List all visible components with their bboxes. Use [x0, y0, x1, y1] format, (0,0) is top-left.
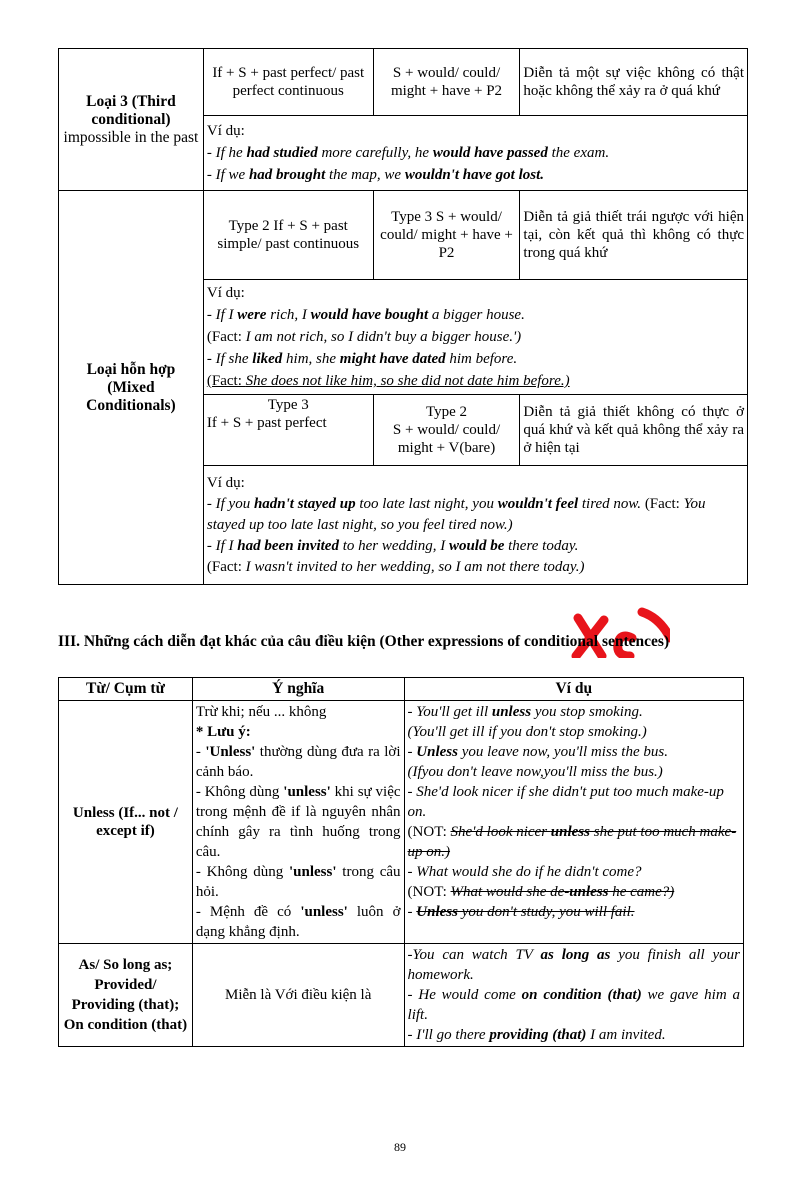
unless-example-3b: (NOT: She'd look nicer unless she put too much make-up on.) [407, 824, 737, 860]
type3-if-clause: If + S + past perfect/ past perfect continuous [203, 49, 373, 116]
unless-example-4b: (NOT: What would she de-unless he came?) [407, 884, 675, 900]
unless-term: Unless (If... not / except if) [59, 701, 193, 944]
table-header-row [59, 678, 744, 701]
section-heading: III. Những cách diễn đạt khác của câu điều kiện (Other expressions of conditional sentences) [58, 633, 670, 650]
mixed2-example-label: Ví dụ: [206, 474, 245, 491]
aslongas-examples [404, 944, 743, 1047]
mixed1-example-1: - If I were rich, I would have bought a bigger house. [206, 307, 525, 323]
type3-category-subtitle: impossible in the past [63, 128, 199, 146]
mixed1-examples [203, 280, 747, 395]
type3-meaning: Diễn tả một sự việc không có thật hoặc không thể xảy ra ở quá khứ [520, 49, 748, 116]
mixed-structure-row-1 [59, 191, 748, 280]
unless-example-1: - You'll get ill unless you stop smoking. [407, 704, 643, 720]
unless-example-1b: (You'll get ill if you don't stop smoking.) [407, 724, 647, 740]
mixed2-main-type: Type 2 [426, 404, 468, 420]
mixed1-fact-1: (Fact: I am not rich, so I didn't buy a bigger house.') [206, 329, 522, 345]
mixed2-if-cell [203, 395, 373, 466]
mixed1-main-clause: Type 3 S + would/ could/ might + have + P2 [373, 191, 520, 280]
aslongas-example-2: - He would come on condition (that) we gave him a lift. [407, 987, 741, 1023]
unless-examples [404, 701, 743, 944]
page-number: 89 [394, 1140, 406, 1154]
mixed2-meaning: Diễn tả giả thiết không có thực ở quá khứ và kết quả không thể xảy ra ở hiện tại [520, 395, 748, 466]
unless-note-label: * Lưu ý: [195, 724, 251, 740]
type3-structure-row [59, 49, 748, 116]
mixed2-main-clause: S + would/ could/ might + V(bare) [392, 422, 501, 456]
unless-example-3: - She'd look nicer if she didn't put too much make-up on. [407, 784, 724, 820]
type3-examples [203, 116, 747, 191]
unless-example-4: - What would she do if he didn't come? [407, 864, 642, 880]
mixed2-fact-2: (Fact: I wasn't invited to her wedding, so I am not there today.) [206, 558, 585, 575]
mixed1-example-label: Ví dụ: [206, 285, 245, 301]
mixed-category-cell [59, 191, 204, 585]
type3-category-title: Loại 3 (Third conditional) [86, 92, 176, 128]
aslongas-meaning: Miễn là Với điều kiện là [192, 944, 404, 1047]
type3-category-cell [59, 49, 204, 191]
mixed1-fact-2: (Fact: She does not like him, so she did not date him before.) [206, 373, 570, 389]
unless-note-2: - Không dùng 'unless' khi sự việc trong mệnh đề if là nguyên nhân chính gây ra tình huống trong câu. [195, 784, 401, 860]
aslongas-example-1: -You can watch TV as long as you finish all your homework. [407, 947, 741, 983]
unless-example-2b: (Ifyou don't leave now,you'll miss the bus.) [407, 764, 663, 780]
mixed2-if-type: Type 3 [267, 397, 309, 413]
mixed2-examples [203, 466, 747, 585]
conditional-types-table [58, 48, 748, 585]
unless-row [59, 701, 744, 944]
unless-meaning-main: Trừ khi; nếu ... không [195, 704, 327, 720]
header-example: Ví dụ [404, 678, 743, 701]
mixed2-if-clause: If + S + past perfect [206, 415, 327, 431]
unless-example-2: - Unless you leave now, you'll miss the bus. [407, 744, 668, 760]
header-term: Từ/ Cụm từ [59, 678, 193, 701]
mixed2-example-2: - If I had been invited to her wedding, I would be there today. [206, 537, 579, 554]
aslongas-row [59, 944, 744, 1047]
mixed1-example-2: - If she liked him, she might have dated him before. [206, 351, 518, 367]
mixed1-meaning: Diễn tả giả thiết trái ngược với hiện tại, còn kết quả thì không có thực trong quá khứ [520, 191, 748, 280]
other-expressions-table [58, 677, 744, 1047]
header-meaning: Ý nghĩa [192, 678, 404, 701]
unless-example-5: - Unless you don't study, you will fail. [407, 904, 635, 920]
type3-example-1: - If he had studied more carefully, he would have passed the exam. [206, 145, 610, 161]
type3-example-label: Ví dụ: [206, 123, 245, 139]
mixed-category-title: Loại hỗn hợp (Mixed Conditionals) [86, 360, 176, 414]
aslongas-example-3: - I'll go there providing (that) I am invited. [407, 1027, 666, 1043]
unless-note-4: - Mệnh đề có 'unless' luôn ở dạng khẳng định. [195, 904, 401, 940]
type3-main-clause: S + would/ could/ might + have + P2 [373, 49, 520, 116]
unless-meaning [192, 701, 404, 944]
aslongas-term: As/ So long as; Provided/ Providing (that); On condition (that) [59, 944, 193, 1047]
unless-note-3: - Không dùng 'unless' trong câu hỏi. [195, 864, 401, 900]
type3-example-2: - If we had brought the map, we wouldn't have got lost. [206, 167, 545, 183]
unless-note-1: - 'Unless' thường dùng đưa ra lời cảnh báo. [195, 744, 401, 780]
mixed1-if-clause: Type 2 If + S + past simple/ past continuous [203, 191, 373, 280]
mixed2-main-cell [373, 395, 520, 466]
mixed2-example-1: - If you hadn't stayed up too late last night, you wouldn't feel tired now. (Fact: You stayed up too late last night, so you feel tired now.) [206, 495, 706, 533]
